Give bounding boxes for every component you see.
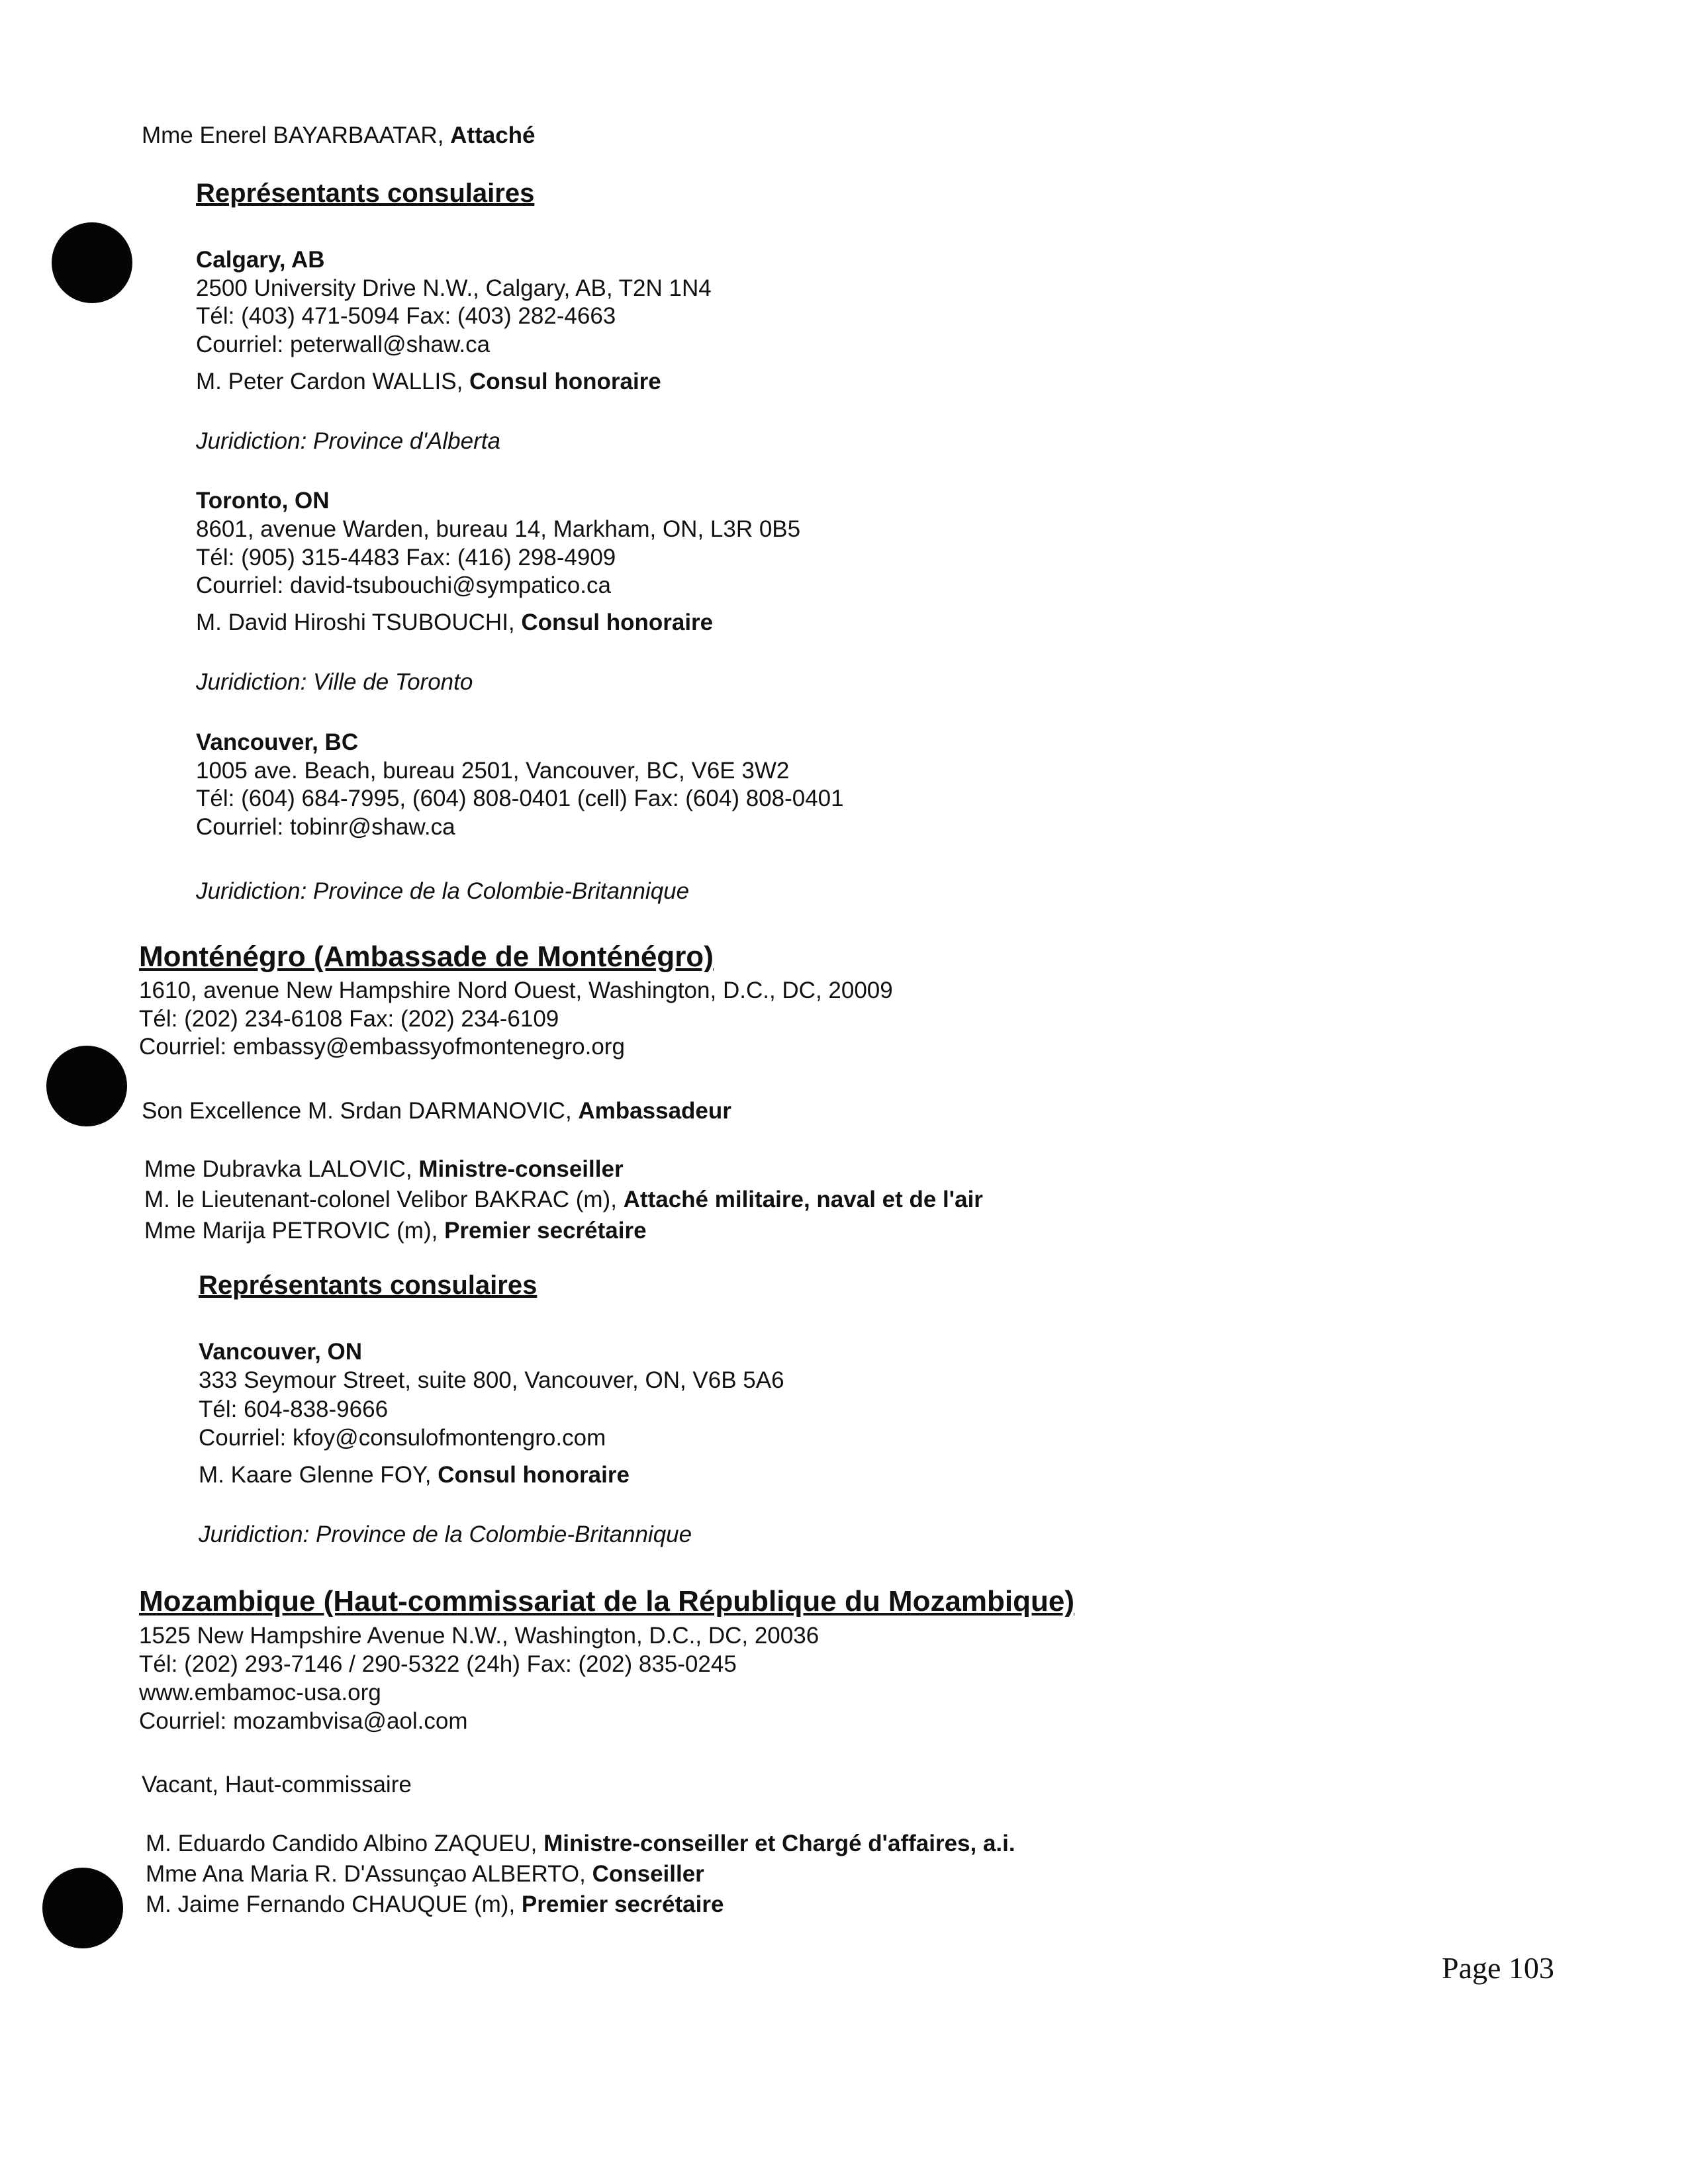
mozambique-staff-2 xyxy=(146,1860,704,1888)
calgary-city: Calgary, AB xyxy=(196,247,325,273)
person-name: M. Eduardo Candido Albino ZAQUEU, xyxy=(146,1831,544,1856)
montenegro-consular-heading: Représentants consulaires xyxy=(199,1271,538,1300)
montenegro-staff-2 xyxy=(144,1186,983,1214)
montenegro-ambassador xyxy=(142,1097,731,1125)
mozambique-address: 1525 New Hampshire Avenue N.W., Washington, D.C., DC, 20036 xyxy=(139,1623,820,1649)
hole-punch-bottom xyxy=(42,1868,123,1948)
vancouver-phone: Tél: (604) 684-7995, (604) 808-0401 (cell) Fax: (604) 808-0401 xyxy=(196,786,844,811)
montenegro-vancouver-city: Vancouver, ON xyxy=(199,1339,363,1365)
vancouver-city: Vancouver, BC xyxy=(196,729,359,755)
toronto-phone: Tél: (905) 315-4483 Fax: (416) 298-4909 xyxy=(196,545,616,570)
calgary-email: Courriel: peterwall@shaw.ca xyxy=(196,332,491,357)
calgary-consul xyxy=(196,368,661,396)
person-title: Premier secrétaire xyxy=(444,1218,647,1244)
mozambique-staff-1 xyxy=(146,1830,1015,1858)
toronto-email: Courriel: david-tsubouchi@sympatico.ca xyxy=(196,572,611,598)
vancouver-email: Courriel: tobinr@shaw.ca xyxy=(196,814,455,840)
person-title: Ministre-conseiller et Chargé d'affaires, a.i. xyxy=(543,1831,1015,1856)
hole-punch-top xyxy=(52,222,132,303)
mozambique-website: www.embamoc-usa.org xyxy=(139,1680,381,1706)
toronto-jurisdiction: Juridiction: Ville de Toronto xyxy=(196,669,473,695)
person-title: Consul honoraire xyxy=(469,369,661,394)
person-name: M. Jaime Fernando CHAUQUE (m), xyxy=(146,1891,522,1917)
person-title: Consul honoraire xyxy=(438,1462,630,1488)
montenegro-heading: Monténégro (Ambassade de Monténégro) xyxy=(139,940,714,973)
person-title: Attaché militaire, naval et de l'air xyxy=(623,1187,983,1212)
montenegro-vancouver-email: Courriel: kfoy@consulofmontengro.com xyxy=(199,1425,606,1451)
person-title: Consul honoraire xyxy=(521,610,714,635)
montenegro-email: Courriel: embassy@embassyofmontenegro.org xyxy=(139,1034,625,1060)
mozambique-phone: Tél: (202) 293-7146 / 290-5322 (24h) Fax: (202) 835-0245 xyxy=(139,1651,737,1677)
vancouver-address: 1005 ave. Beach, bureau 2501, Vancouver, BC, V6E 3W2 xyxy=(196,758,790,784)
person-title: Ambassadeur xyxy=(578,1098,731,1124)
toronto-consul xyxy=(196,609,713,637)
mozambique-head: Vacant, Haut-commissaire xyxy=(142,1772,412,1797)
montenegro-vancouver-consul xyxy=(199,1461,630,1489)
person-name: M. le Lieutenant-colonel Velibor BAKRAC (m), xyxy=(144,1187,624,1212)
hole-punch-middle xyxy=(46,1046,127,1126)
montenegro-staff-1 xyxy=(144,1156,624,1183)
montenegro-phone: Tél: (202) 234-6108 Fax: (202) 234-6109 xyxy=(139,1006,559,1032)
consular-heading: Représentants consulaires xyxy=(196,179,535,208)
toronto-city: Toronto, ON xyxy=(196,488,330,514)
person-title: Premier secrétaire xyxy=(521,1891,724,1917)
person-name: M. Kaare Glenne FOY, xyxy=(199,1462,438,1488)
montenegro-vancouver-jurisdiction: Juridiction: Province de la Colombie-Britannique xyxy=(199,1522,692,1547)
page-number: Page 103 xyxy=(1442,1951,1554,1985)
montenegro-vancouver-address: 333 Seymour Street, suite 800, Vancouver, ON, V6B 5A6 xyxy=(199,1367,784,1393)
toronto-address: 8601, avenue Warden, bureau 14, Markham, ON, L3R 0B5 xyxy=(196,516,801,542)
person-name: M. David Hiroshi TSUBOUCHI, xyxy=(196,610,522,635)
montenegro-address: 1610, avenue New Hampshire Nord Ouest, Washington, D.C., DC, 20009 xyxy=(139,978,893,1003)
person-title: Attaché xyxy=(450,122,536,148)
calgary-address: 2500 University Drive N.W., Calgary, AB, T2N 1N4 xyxy=(196,275,712,301)
calgary-jurisdiction: Juridiction: Province d'Alberta xyxy=(196,428,500,454)
person-name: Mme Ana Maria R. D'Assunçao ALBERTO, xyxy=(146,1861,592,1887)
mozambique-heading: Mozambique (Haut-commissariat de la République du Mozambique) xyxy=(139,1585,1075,1617)
person-name: M. Peter Cardon WALLIS, xyxy=(196,369,470,394)
person-title: Ministre-conseiller xyxy=(418,1156,624,1182)
mozambique-email: Courriel: mozambvisa@aol.com xyxy=(139,1708,468,1734)
person-name: Son Excellence M. Srdan DARMANOVIC, xyxy=(142,1098,579,1124)
person-name: Mme Marija PETROVIC (m), xyxy=(144,1218,445,1244)
mozambique-staff-3 xyxy=(146,1891,724,1919)
person-name: Mme Dubravka LALOVIC, xyxy=(144,1156,419,1182)
person-name: Mme Enerel BAYARBAATAR, xyxy=(142,122,451,148)
calgary-phone: Tél: (403) 471-5094 Fax: (403) 282-4663 xyxy=(196,303,616,329)
attache-line xyxy=(142,122,536,150)
montenegro-staff-3 xyxy=(144,1217,647,1245)
montenegro-vancouver-phone: Tél: 604-838-9666 xyxy=(199,1396,389,1422)
vancouver-jurisdiction: Juridiction: Province de la Colombie-Britannique xyxy=(196,878,690,904)
person-title: Conseiller xyxy=(592,1861,704,1887)
